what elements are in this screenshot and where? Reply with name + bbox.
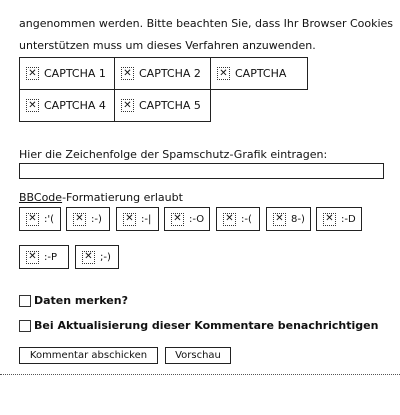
captcha-label: CAPTCHA 1 (44, 67, 106, 80)
remember-data-option (19, 294, 128, 307)
submit-comment-button[interactable]: Kommentar abschicken (19, 347, 158, 364)
notify-checkbox[interactable] (19, 320, 31, 332)
broken-image-icon: ✕ (73, 213, 86, 226)
smiley-button[interactable] (216, 207, 260, 231)
broken-image-icon: ✕ (217, 67, 230, 80)
broken-image-icon: ✕ (82, 251, 95, 264)
smiley-code: :-( (241, 213, 252, 225)
smiley-code: :-) (91, 213, 102, 225)
smiley-button[interactable] (19, 245, 69, 269)
cookie-notice-line-2: unterstützen muss um dieses Verfahren anzuwenden. (19, 39, 316, 52)
smiley-code: ;-) (100, 251, 111, 263)
smiley-code: :-O (189, 213, 205, 225)
smiley-code: 8-) (291, 213, 305, 225)
captcha-label: CAPTCHA 5 (139, 99, 201, 112)
captcha-option-2[interactable] (114, 57, 211, 90)
smiley-button[interactable] (66, 207, 110, 231)
smiley-button[interactable] (116, 207, 159, 231)
broken-image-icon: ✕ (323, 213, 336, 226)
remember-data-label: Daten merken? (34, 294, 128, 307)
broken-image-icon: ✕ (121, 99, 134, 112)
broken-image-icon: ✕ (121, 67, 134, 80)
broken-image-icon: ✕ (123, 213, 136, 226)
divider (0, 374, 400, 375)
bbcode-note-text: -Formatierung erlaubt (62, 191, 183, 204)
broken-image-icon: ✕ (26, 251, 39, 264)
smiley-code: :'( (44, 213, 55, 225)
smiley-button[interactable] (266, 207, 311, 231)
broken-image-icon: ✕ (223, 213, 236, 226)
broken-image-icon: ✕ (26, 99, 39, 112)
cookie-notice-line-1: angenommen werden. Bitte beachten Sie, dass Ihr Browser Cookies (19, 17, 394, 30)
smiley-button[interactable] (164, 207, 210, 231)
remember-data-checkbox[interactable] (19, 295, 31, 307)
captcha-label: CAPTCHA (235, 67, 287, 80)
broken-image-icon: ✕ (26, 213, 39, 226)
preview-button[interactable]: Vorschau (165, 347, 231, 364)
smiley-button[interactable] (75, 245, 119, 269)
captcha-label: CAPTCHA 2 (139, 67, 201, 80)
smiley-code: :-P (44, 251, 58, 263)
bbcode-link[interactable]: BBCode (19, 191, 63, 204)
bbcode-note (19, 191, 183, 204)
broken-image-icon: ✕ (171, 213, 184, 226)
smiley-code: :-| (141, 213, 152, 225)
captcha-label: CAPTCHA 4 (44, 99, 106, 112)
captcha-option-1[interactable] (19, 57, 115, 90)
broken-image-icon: ✕ (273, 213, 286, 226)
captcha-option-4[interactable] (19, 89, 115, 122)
smiley-button[interactable] (19, 207, 61, 231)
smiley-button[interactable] (316, 207, 362, 231)
smiley-code: :-D (341, 213, 356, 225)
broken-image-icon: ✕ (26, 67, 39, 80)
notify-label: Bei Aktualisierung dieser Kommentare benachrichtigen (34, 319, 379, 332)
captcha-option-5[interactable] (114, 89, 211, 122)
spam-protection-input[interactable] (19, 163, 384, 179)
captcha-option-3[interactable] (210, 57, 308, 90)
spam-protection-label: Hier die Zeichenfolge der Spamschutz-Grafik eintragen: (19, 148, 328, 161)
notify-option (19, 319, 378, 332)
